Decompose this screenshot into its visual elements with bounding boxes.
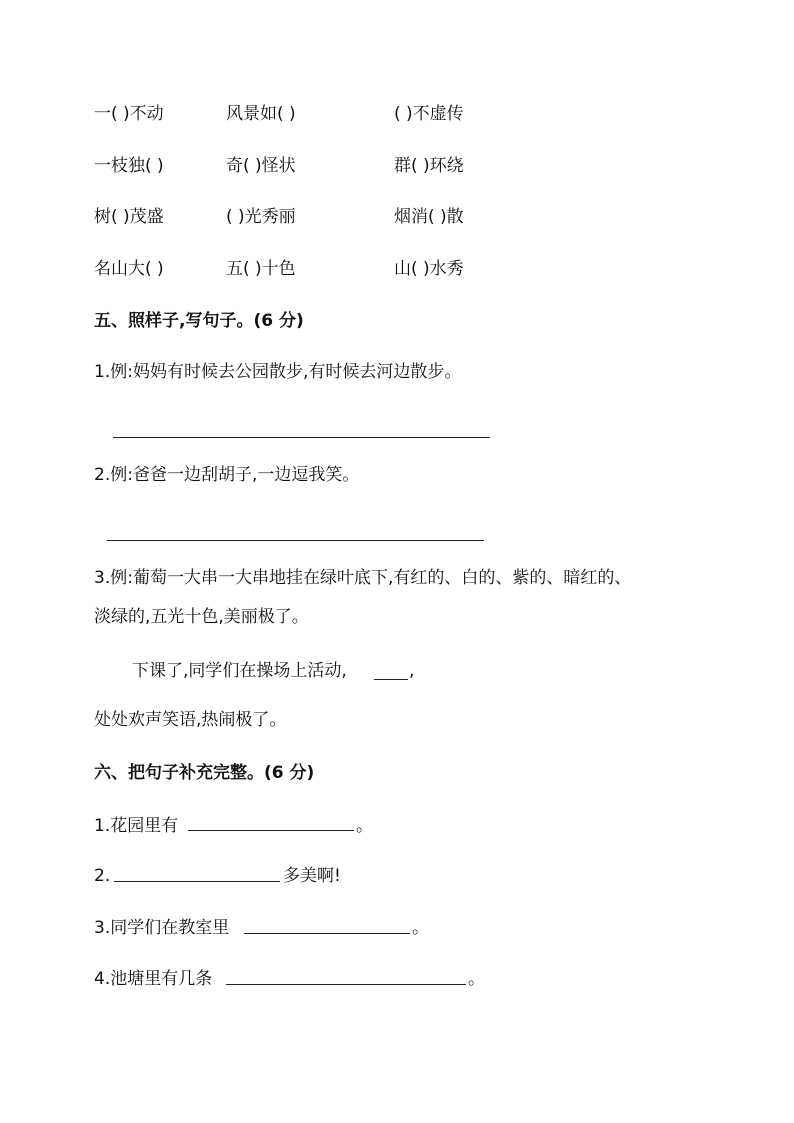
prompt-sentence: 下课了,同学们在操场上活动, xyxy=(132,661,347,681)
answer-line[interactable] xyxy=(114,881,280,882)
idiom-item: ( )光秀丽 xyxy=(226,207,296,227)
question-text: 1.花园里有 xyxy=(94,816,179,836)
idiom-item: 山( )水秀 xyxy=(394,259,464,279)
idiom-item: 一( )不动 xyxy=(94,104,164,124)
question-text: 4.池塘里有几条 xyxy=(94,969,213,989)
question-punct: 。 xyxy=(356,816,373,836)
answer-line[interactable] xyxy=(188,830,354,831)
question-text: 2. xyxy=(94,866,111,886)
question-text: 多美啊! xyxy=(283,866,341,886)
example-sentence: 3.例:葡萄一大串一大串地挂在绿叶底下,有红的、白的、紫的、暗红的、 xyxy=(94,568,632,588)
idiom-item: 树( )茂盛 xyxy=(94,207,164,227)
idiom-item: 奇( )怪状 xyxy=(226,156,296,176)
question-punct: 。 xyxy=(412,918,429,938)
example-sentence: 2.例:爸爸一边刮胡子,一边逗我笑。 xyxy=(94,465,360,485)
idiom-item: 五( )十色 xyxy=(226,259,296,279)
answer-line[interactable] xyxy=(244,933,410,934)
idiom-item: 名山大( ) xyxy=(94,259,164,279)
section-title: 五、照样子,写句子。(6 分) xyxy=(94,311,304,331)
prompt-sentence-cont: 处处欢声笑语,热闹极了。 xyxy=(94,710,287,730)
idiom-item: 群( )环绕 xyxy=(394,156,464,176)
answer-line[interactable] xyxy=(374,679,408,680)
idiom-item: 风景如( ) xyxy=(226,104,296,124)
question-punct: 。 xyxy=(468,969,485,989)
prompt-punct: , xyxy=(409,661,415,681)
answer-line[interactable] xyxy=(113,437,490,438)
idiom-item: 一枝独( ) xyxy=(94,156,164,176)
example-sentence: 1.例:妈妈有时候去公园散步,有时候去河边散步。 xyxy=(94,362,462,382)
answer-line[interactable] xyxy=(226,984,466,985)
idiom-item: 烟消( )散 xyxy=(394,207,464,227)
idiom-item: ( )不虚传 xyxy=(394,104,464,124)
answer-line[interactable] xyxy=(107,540,484,541)
section-title: 六、把句子补充完整。(6 分) xyxy=(94,763,315,783)
question-text: 3.同学们在教室里 xyxy=(94,918,230,938)
example-sentence-cont: 淡绿的,五光十色,美丽极了。 xyxy=(94,607,309,627)
